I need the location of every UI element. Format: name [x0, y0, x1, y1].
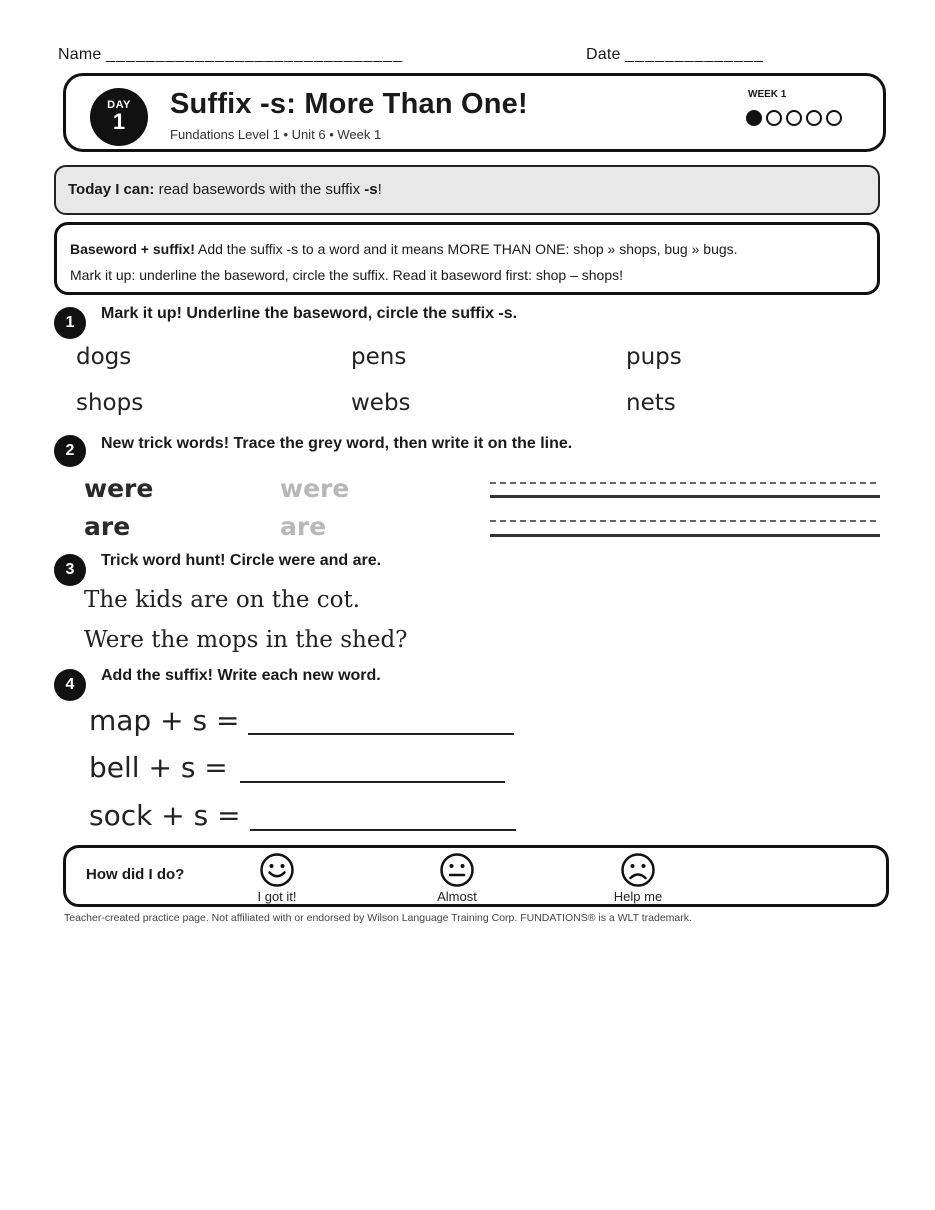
progress-dot	[826, 110, 842, 126]
trace-word[interactable]: are	[280, 512, 327, 541]
page-title: Suffix -s: More Than One!	[170, 88, 528, 120]
answer-line[interactable]	[248, 733, 514, 735]
answer-line[interactable]	[250, 829, 516, 831]
name-label: Name	[58, 46, 102, 63]
trick-word: are	[84, 512, 131, 541]
today-suffix: -s	[364, 181, 378, 198]
trace-word[interactable]: were	[280, 474, 350, 503]
progress-dot	[746, 110, 762, 126]
day-label: DAY	[107, 99, 131, 111]
hunt-sentence[interactable]: The kids are on the cot.	[84, 587, 361, 613]
step-number: 1	[54, 307, 86, 339]
today-lead: Today I can:	[68, 181, 155, 198]
suffix-equation: bell + s =	[89, 751, 228, 784]
week-progress-dots	[746, 110, 842, 126]
today-end: !	[377, 181, 382, 198]
name-blank[interactable]: ______________________________	[106, 46, 404, 63]
rule-text-1: Add the suffix -s to a word and it means MORE THAN ONE: shop » shops, bug » bugs.	[198, 241, 738, 257]
step-instruction: Add the suffix! Write each new word.	[101, 667, 381, 684]
name-field[interactable]	[58, 46, 403, 64]
rule-box	[54, 222, 880, 295]
date-label: Date	[586, 46, 621, 63]
week-label: WEEK 1	[748, 89, 787, 100]
page-subtitle: Fundations Level 1 • Unit 6 • Week 1	[170, 127, 382, 142]
step-number: 4	[54, 669, 86, 701]
step-number: 3	[54, 554, 86, 586]
neutral-face-icon[interactable]	[439, 852, 475, 893]
suffix-equation: sock + s =	[89, 799, 241, 832]
hunt-sentence[interactable]: Were the mops in the shed?	[84, 627, 408, 653]
rule-lead: Baseword + suffix!	[70, 241, 195, 257]
mark-word[interactable]: webs	[351, 390, 411, 416]
day-badge	[90, 88, 148, 146]
step-number: 2	[54, 435, 86, 467]
mark-word[interactable]: nets	[626, 390, 676, 416]
frown-face-icon[interactable]	[620, 852, 656, 893]
smile-face-icon[interactable]	[259, 852, 295, 893]
trick-word: were	[84, 474, 154, 503]
step-instruction: Trick word hunt! Circle were and are.	[101, 552, 382, 569]
date-field[interactable]	[586, 46, 764, 64]
writing-line[interactable]	[490, 495, 880, 498]
mark-word[interactable]: dogs	[76, 344, 132, 370]
face-label: Almost	[437, 889, 477, 904]
footer-disclaimer: Teacher-created practice page. Not affiliated with or endorsed by Wilson Language Training Corp. FUNDATIONS® is a WLT trademark.	[64, 912, 692, 924]
rule-line-1	[70, 236, 864, 262]
step-instruction: New trick words! Trace the grey word, then write it on the line.	[101, 435, 573, 452]
self-check-prompt: How did I do?	[86, 866, 185, 883]
mark-word[interactable]: pens	[351, 344, 407, 370]
writing-line-dashed	[490, 520, 876, 522]
writing-line-dashed	[490, 482, 876, 484]
day-number: 1	[112, 109, 126, 134]
progress-dot	[786, 110, 802, 126]
suffix-equation: map + s =	[89, 704, 240, 737]
face-label: I got it!	[257, 889, 297, 904]
writing-line[interactable]	[490, 534, 880, 537]
progress-dot	[766, 110, 782, 126]
progress-dot	[806, 110, 822, 126]
mark-word[interactable]: pups	[626, 344, 682, 370]
today-text: read basewords with the suffix	[158, 181, 365, 198]
rule-text-2: Mark it up: underline the baseword, circle the suffix. Read it baseword first: shop – shops!	[70, 267, 624, 283]
today-goal-box	[54, 165, 880, 215]
mark-word[interactable]: shops	[76, 390, 144, 416]
date-blank[interactable]: ______________	[625, 46, 764, 63]
face-label: Help me	[613, 889, 663, 904]
answer-line[interactable]	[240, 781, 505, 783]
step-instruction: Mark it up! Underline the baseword, circle the suffix -s.	[101, 305, 518, 322]
